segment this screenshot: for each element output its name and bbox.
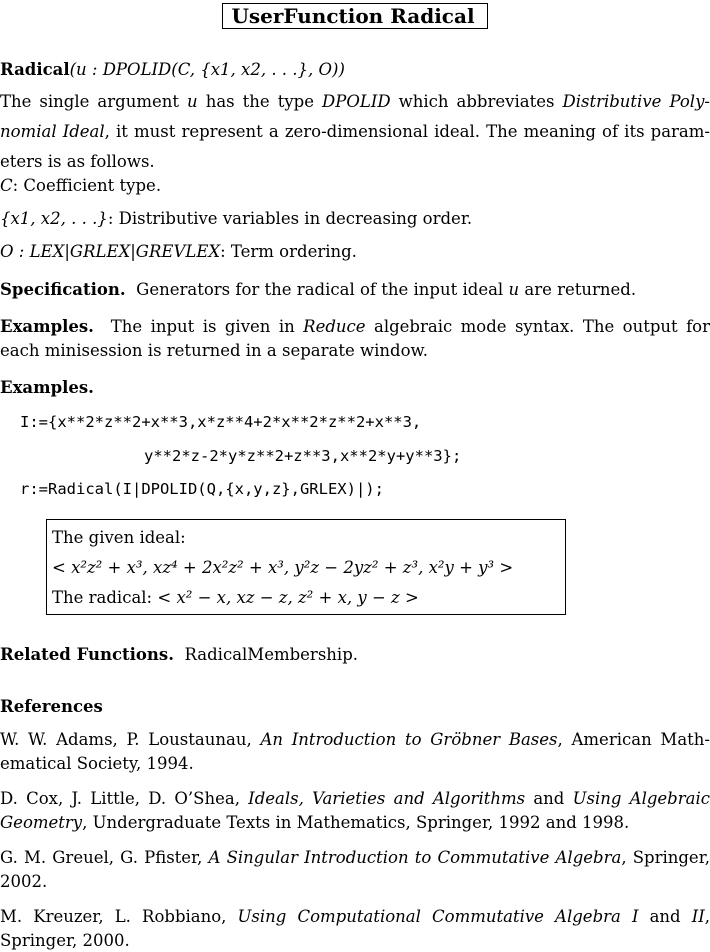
reference-1: W. W. Adams, P. Loustaunau, An Introduction to Gröbner Bases, American Math- ematical Society, 1994.: [0, 730, 710, 773]
description-line-2: nomial Ideal, it must represent a zero-dimensional ideal. The meaning of its param-: [0, 122, 710, 141]
related-link: RadicalMembership.: [184, 645, 359, 664]
output-radical-value: < x² − x, xz − z, z² + x, y − z >: [157, 588, 419, 607]
examples-intro-line-1: Examples. The input is given in Reduce algebraic mode syntax. The output for: [0, 317, 710, 336]
param-ordering: [0, 241, 710, 263]
examples-heading: Examples.: [0, 378, 94, 397]
param-variables: [0, 208, 710, 230]
param-coefficient: [0, 175, 710, 197]
param-symbol: {x1, x2, . . .}: [0, 209, 108, 228]
references-heading: References: [0, 697, 103, 716]
function-args: (u : DPOLID(C, {x1, x2, . . .}, O)): [69, 60, 345, 79]
related-label: Related Functions.: [0, 645, 174, 664]
param-symbol: C: [0, 176, 13, 195]
output-window: [46, 519, 566, 615]
description-line-3: eters is as follows.: [0, 152, 155, 171]
output-given-ideal: < x²z² + x³, xz⁴ + 2x²z² + x³, y²z − 2yz² + z³, x²y + y³ >: [52, 558, 514, 577]
code-line-3: r:=Radical(I|DPOLID(Q,{x,y,z},GRLEX)|);: [20, 480, 384, 498]
page-title: UserFunction Radical: [222, 3, 487, 29]
reference-3: G. M. Greuel, G. Pfister, A Singular Introduction to Commutative Algebra, Springer, 2002.: [0, 848, 710, 891]
description-line-1: The single argument u has the type DPOLID which abbreviates Distributive Poly-: [0, 92, 710, 111]
code-line-1: I:={x**2*z**2+x**3,x*z**4+2*x**2*z**2+x**3,: [20, 413, 422, 431]
reference-4: M. Kreuzer, L. Robbiano, Using Computational Commutative Algebra I and II, Springer, 2000.: [0, 907, 710, 950]
param-text: : Distributive variables in decreasing order.: [107, 209, 473, 228]
param-text: : Coefficient type.: [12, 176, 162, 195]
examples-intro-line-2: each minisession is returned in a separate window.: [0, 341, 428, 360]
code-line-2: y**2*z-2*y*z**2+z**3,x**2*y+y**3};: [144, 447, 462, 465]
reference-2: D. Cox, J. Little, D. O’Shea, Ideals, Varieties and Algorithms and Using Algebraic Geometry, Undergraduate Texts in Mathematics, Springer, 1992 and 1998.: [0, 789, 710, 832]
title-container: [0, 3, 710, 29]
param-text: : Term ordering.: [220, 242, 357, 261]
related-functions: [0, 644, 710, 666]
output-radical: The radical: < x² − x, xz − z, z² + x, y − z >: [52, 588, 419, 607]
function-signature: [0, 59, 710, 81]
examples-intro: [0, 316, 710, 362]
specification-section: Specification. Generators for the radical of the input ideal u are returned.: [0, 280, 637, 299]
specification-label: Specification.: [0, 280, 126, 299]
param-symbol: O : LEX|GRLEX|GREVLEX: [0, 242, 221, 261]
function-name: Radical: [0, 60, 70, 79]
description-paragraph: [0, 91, 710, 173]
output-given-label: The given ideal:: [52, 528, 186, 547]
